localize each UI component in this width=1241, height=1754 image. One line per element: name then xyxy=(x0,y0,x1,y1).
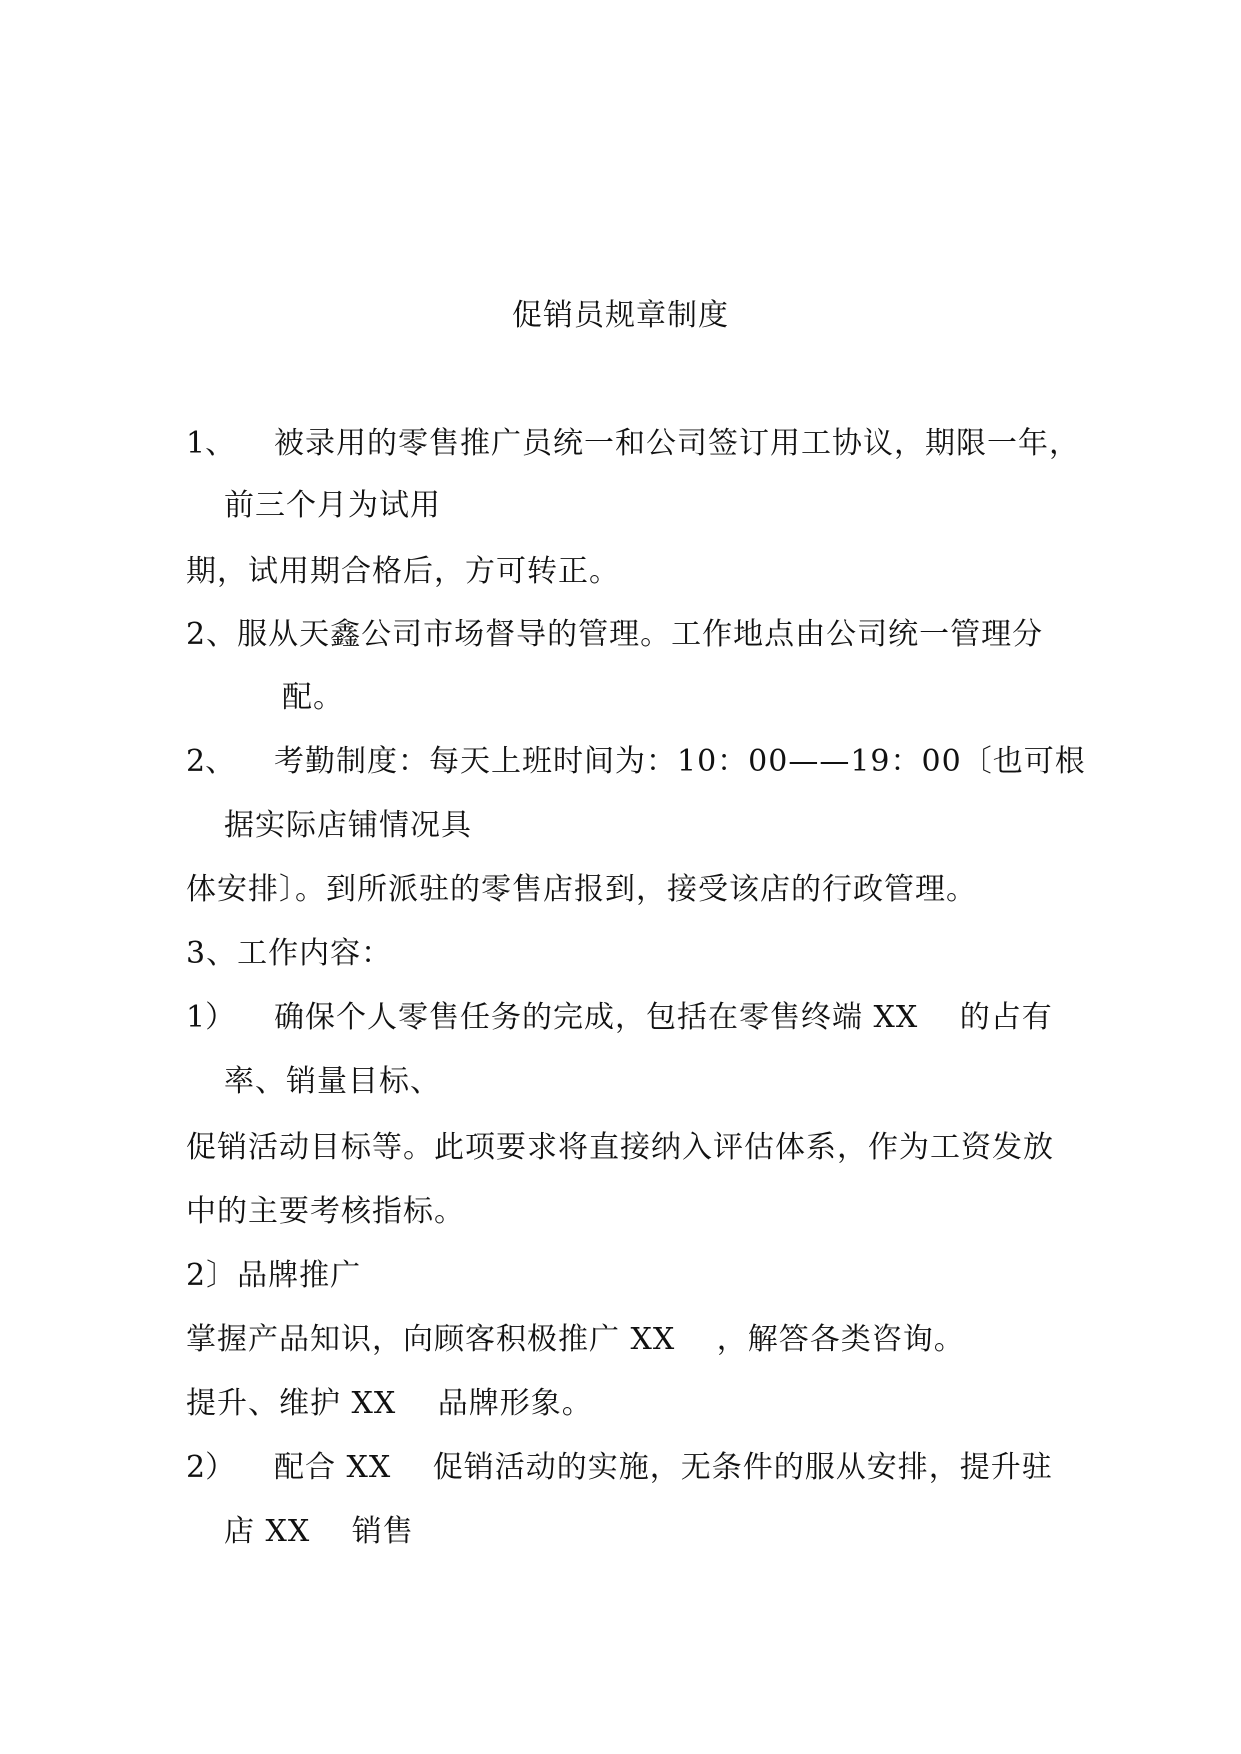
item-5-line-2: 率、销量目标、 xyxy=(224,1064,441,1099)
item-1-number: 1、 xyxy=(186,426,236,461)
document-title: 促销员规章制度 xyxy=(512,298,729,333)
item-2-line-1: 2、服从天鑫公司市场督导的管理。工作地点由公司统一管理分 xyxy=(186,617,1044,652)
item-1-line-1: 被录用的零售推广员统一和公司签订用工协议，期限一年， xyxy=(274,426,1080,461)
item-3-line-1: 考勤制度：每天上班时间为：10：00——19：00〔也可根 xyxy=(274,744,1086,779)
item-3-line-2: 据实际店铺情况具 xyxy=(224,808,472,843)
item-7-number: 2） xyxy=(186,1450,236,1485)
item-7-line-1: 配合 XX 促销活动的实施，无条件的服从安排，提升驻 xyxy=(274,1450,1053,1485)
item-2-line-2: 配。 xyxy=(282,680,344,715)
item-6-line-2: 掌握产品知识，向顾客积极推广 XX ，解答各类咨询。 xyxy=(186,1322,965,1357)
item-5-line-4: 中的主要考核指标。 xyxy=(186,1194,465,1229)
item-5-line-3: 促销活动目标等。此项要求将直接纳入评估体系，作为工资发放 xyxy=(186,1130,1054,1165)
item-1-line-3: 期，试用期合格后，方可转正。 xyxy=(186,554,620,589)
item-5-number: 1） xyxy=(186,1000,236,1035)
item-7-line-2: 店 XX 销售 xyxy=(224,1514,414,1549)
item-6-line-3: 提升、维护 XX 品牌形象。 xyxy=(186,1386,593,1421)
item-3-number: 2、 xyxy=(186,744,236,779)
item-5-line-1: 确保个人零售任务的完成，包括在零售终端 XX 的占有 xyxy=(274,1000,1053,1035)
item-4-line-1: 3、工作内容： xyxy=(186,936,393,971)
item-1-line-2: 前三个月为试用 xyxy=(224,488,441,523)
item-3-line-3: 体安排〕。到所派驻的零售店报到，接受该店的行政管理。 xyxy=(186,872,977,907)
item-6-line-1: 2〕品牌推广 xyxy=(186,1258,362,1293)
